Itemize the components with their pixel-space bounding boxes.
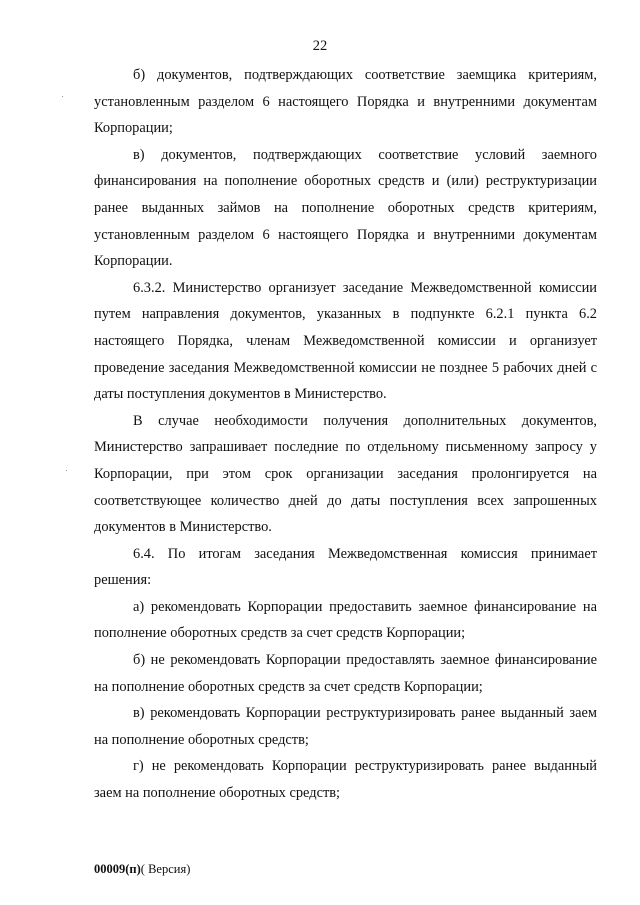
document-code: 00009(п) [94, 862, 141, 876]
paragraph-6-3-2: 6.3.2. Министерство организует заседание Межведомственной комиссии путем направления документов, указанных в подпункте 6.2.1 пункта 6.2 настоящего Порядка, членам Межведомственной комиссии и организует проведение заседания Межведомственной комиссии не позднее 5 рабочих дней с даты поступления документов в Министерство. [94, 279, 597, 403]
document-version: ( Версия) [140, 862, 191, 876]
paragraph-b-documents: б) документов, подтверждающих соответствие заемщика критериям, установленным разделом 6 настоящего Порядка и внутренними документам Корпорации; [94, 67, 597, 137]
decision-a: а) рекомендовать Корпорации предоставить заемное финансирование на пополнение оборотных средств за счет средств Корпорации; [94, 598, 597, 642]
paragraph-v-documents: в) документов, подтверждающих соответствие условий заемного финансирования на пополнение оборотных средств и (или) реструктуризации ранее выданных займов на пополнение оборотных средств критериям, установленным разделом 6 настоящего Порядка и внутренними документам Корпорации. [94, 146, 597, 270]
decision-g: г) не рекомендовать Корпорации реструктуризировать ранее выданный заем на пополнение оборотных средств; [94, 758, 597, 802]
decision-v: в) рекомендовать Корпорации реструктуризировать ранее выданный заем на пополнение оборотных средств; [94, 705, 597, 748]
paragraph-additional-documents: В случае необходимости получения дополнительных документов, Министерство запрашивает последние по отдельному письменному запросу у Корпорации, при этом срок организации заседания пролонгируется на соответствующее количество дней до даты поступления всех запрошенных документов в Министерство. [94, 412, 597, 536]
document-body [94, 62, 597, 807]
scan-speck [62, 96, 63, 97]
paragraph-6-4: 6.4. По итогам заседания Межведомственная комиссия принимает решения: [94, 545, 597, 589]
page-number: 22 [312, 38, 328, 54]
scan-speck [66, 470, 67, 471]
decision-b: б) не рекомендовать Корпорации предоставлять заемное финансирование на пополнение оборотных средств за счет средств Корпорации; [94, 652, 597, 695]
document-footer [94, 862, 190, 877]
